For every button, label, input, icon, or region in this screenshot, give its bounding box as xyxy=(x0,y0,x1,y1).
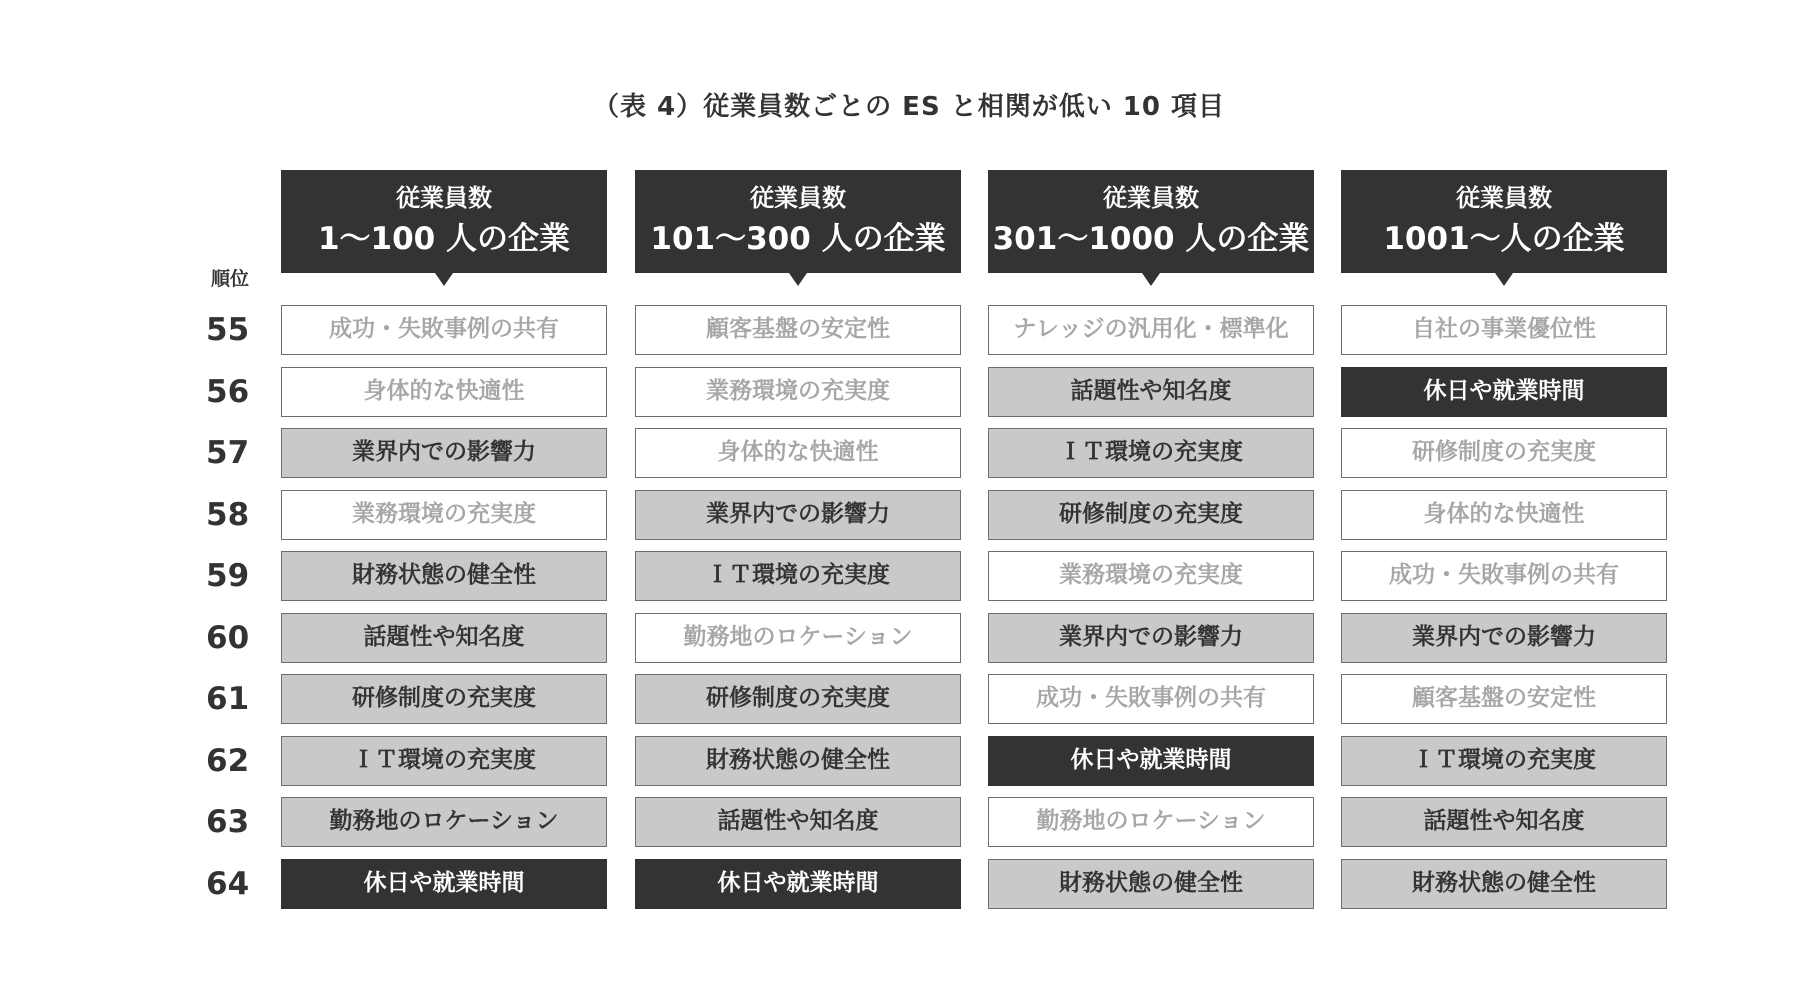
table-cell: 業界内での影響力 xyxy=(1341,613,1667,663)
table-cell: 勤務地のロケーション xyxy=(988,797,1314,847)
column-header-size: 101～300 人の企業 xyxy=(650,221,946,257)
table-cell: 顧客基盤の安定性 xyxy=(635,305,961,355)
table-cell: 業界内での影響力 xyxy=(281,428,607,478)
table-cell: ＩＴ環境の充実度 xyxy=(1341,736,1667,786)
table-cell: ナレッジの汎用化・標準化 xyxy=(988,305,1314,355)
rank-label: 56 xyxy=(206,373,250,410)
table-cell: 成功・失敗事例の共有 xyxy=(1341,551,1667,601)
table-cell: 研修制度の充実度 xyxy=(635,674,961,724)
rank-label: 60 xyxy=(206,619,250,656)
column-header-3 xyxy=(988,170,1314,273)
table-cell: 身体的な快適性 xyxy=(635,428,961,478)
table-cell: 業界内での影響力 xyxy=(988,613,1314,663)
rank-label: 63 xyxy=(206,804,250,840)
table-cell: 自社の事業優位性 xyxy=(1341,305,1667,355)
column-header-label: 従業員数 xyxy=(1103,184,1199,212)
table-cell: 財務状態の健全性 xyxy=(635,736,961,786)
table-cell: 話題性や知名度 xyxy=(1341,797,1667,847)
table-cell: 財務状態の健全性 xyxy=(281,551,607,601)
table-title: （表 4）従業員数ごとの ES と相関が低い 10 項目 xyxy=(592,92,1226,122)
table-cell: 身体的な快適性 xyxy=(281,367,607,417)
table-cell: 研修制度の充実度 xyxy=(1341,428,1667,478)
table-cell: 顧客基盤の安定性 xyxy=(1341,674,1667,724)
column-header-label: 従業員数 xyxy=(750,184,846,212)
rank-label: 64 xyxy=(206,865,250,902)
table-cell: 勤務地のロケーション xyxy=(635,613,961,663)
column-header-label: 従業員数 xyxy=(1456,184,1552,212)
rank-label: 62 xyxy=(206,742,250,779)
column-header-4 xyxy=(1341,170,1667,273)
rank-label: 58 xyxy=(206,496,250,533)
rank-label: 55 xyxy=(206,312,250,348)
table-cell: 話題性や知名度 xyxy=(635,797,961,847)
table-cell: 財務状態の健全性 xyxy=(1341,859,1667,909)
table-cell: 休日や就業時間 xyxy=(988,736,1314,786)
column-header-1 xyxy=(281,170,607,273)
table-cell: 業界内での影響力 xyxy=(635,490,961,540)
rank-label: 59 xyxy=(206,558,250,594)
table-cell: ＩＴ環境の充実度 xyxy=(988,428,1314,478)
table-cell: 休日や就業時間 xyxy=(281,859,607,909)
rank-header: 順位 xyxy=(211,268,250,290)
table-cell: 財務状態の健全性 xyxy=(988,859,1314,909)
rank-label: 61 xyxy=(206,681,250,717)
column-header-size: 301～1000 人の企業 xyxy=(992,221,1310,257)
table-cell: 成功・失敗事例の共有 xyxy=(988,674,1314,724)
table-cell: 休日や就業時間 xyxy=(1341,367,1667,417)
table-cell: 勤務地のロケーション xyxy=(281,797,607,847)
table-cell: 業務環境の充実度 xyxy=(635,367,961,417)
table-cell: 休日や就業時間 xyxy=(635,859,961,909)
column-header-size: 1～100 人の企業 xyxy=(317,221,571,257)
table-cell: 研修制度の充実度 xyxy=(281,674,607,724)
table-cell: 業務環境の充実度 xyxy=(281,490,607,540)
table-cell: ＩＴ環境の充実度 xyxy=(281,736,607,786)
table-cell: 業務環境の充実度 xyxy=(988,551,1314,601)
rank-label: 57 xyxy=(206,435,250,471)
column-header-2 xyxy=(635,170,961,273)
table-cell: 身体的な快適性 xyxy=(1341,490,1667,540)
table-cell: 話題性や知名度 xyxy=(281,613,607,663)
table-cell: ＩＴ環境の充実度 xyxy=(635,551,961,601)
table-cell: 研修制度の充実度 xyxy=(988,490,1314,540)
table-cell: 成功・失敗事例の共有 xyxy=(281,305,607,355)
column-header-size: 1001～人の企業 xyxy=(1383,221,1625,257)
column-header-label: 従業員数 xyxy=(396,184,492,212)
table-cell: 話題性や知名度 xyxy=(988,367,1314,417)
